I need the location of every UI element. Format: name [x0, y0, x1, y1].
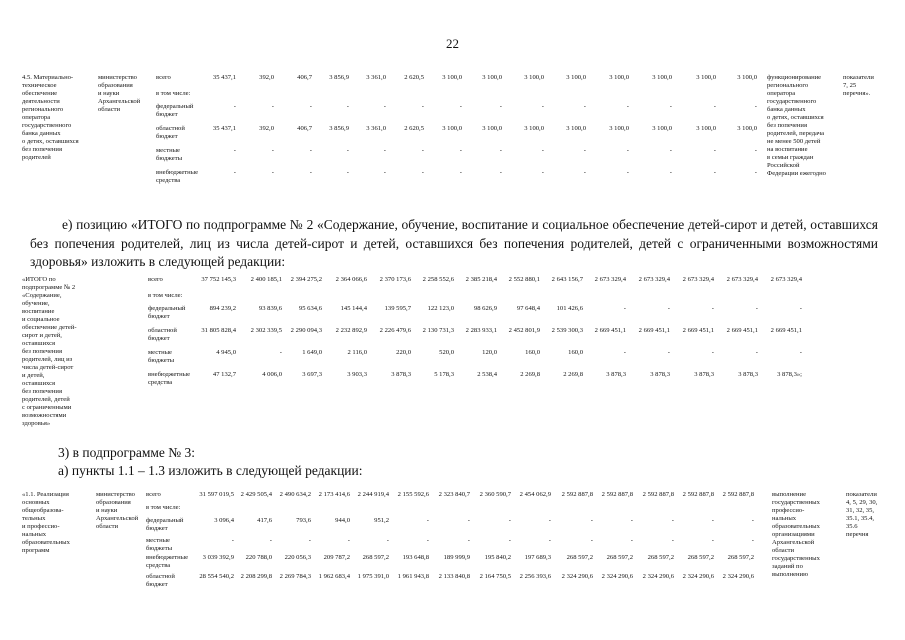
amount-cell: 392,0	[259, 125, 274, 132]
amount-cell: 2 130 731,3	[422, 327, 454, 334]
amount-cell: 520,0	[439, 349, 454, 356]
amount-cell: -	[799, 349, 802, 356]
amount-cell: -	[386, 537, 389, 544]
amount-cell: 28 554 540,2	[199, 573, 234, 580]
amount-cell: 2 592 887,8	[722, 491, 754, 498]
amount-cell: 160,0	[525, 349, 540, 356]
funding-source-label: федеральный бюджет	[148, 305, 186, 320]
amount-cell: -	[459, 169, 462, 176]
funding-source-label: областной бюджет	[156, 125, 185, 140]
amount-cell: 2 643 156,7	[551, 276, 583, 283]
amount-cell: 2 208 299,8	[240, 573, 272, 580]
amount-cell: 189 999,9	[443, 554, 470, 561]
amount-cell: 3 100,0	[524, 74, 544, 81]
amount-cell: 3 100,0	[442, 74, 462, 81]
amount-cell: -	[346, 147, 349, 154]
amount-cell: 31 597 019,5	[199, 491, 234, 498]
amount-cell: 2 538,4	[477, 371, 497, 378]
amount-cell: 268 597,2	[647, 554, 674, 561]
amount-cell: -	[308, 537, 311, 544]
amount-cell: 1 961 943,8	[397, 573, 429, 580]
amount-cell: -	[583, 147, 586, 154]
amount-cell: -	[271, 169, 274, 176]
amount-cell: -	[630, 517, 633, 524]
amount-cell: 3 361,0	[366, 74, 386, 81]
amount-cell: 98 626,9	[473, 305, 497, 312]
amount-cell: 894 239,2	[209, 305, 236, 312]
amount-cell: 2 552 880,1	[508, 276, 540, 283]
amount-cell: 35 437,1	[212, 125, 236, 132]
amount-cell: 2 669 451,1	[594, 327, 626, 334]
amount-cell: 2 669 451,1	[682, 327, 714, 334]
position-description: 4.5. Материально- техническое обеспечение деятельности регионального оператора государственного банка данных о детях, оставшихся без попечения родителей	[22, 74, 79, 161]
amount-cell: 2 283 933,1	[465, 327, 497, 334]
amount-cell: 268 597,2	[727, 554, 754, 561]
amount-cell: 793,6	[296, 517, 311, 524]
amount-cell: 268 597,2	[606, 554, 633, 561]
amount-cell: -	[590, 517, 593, 524]
amount-cell: -	[667, 349, 670, 356]
funding-source-label: местные бюджеты	[156, 147, 183, 162]
amount-cell: 3 903,3	[347, 371, 367, 378]
amount-cell: 93 839,6	[258, 305, 282, 312]
executor: министерство образования и науки Архангельской области	[98, 74, 141, 113]
amount-cell: -	[309, 103, 312, 110]
amount-cell: 3 100,0	[482, 74, 502, 81]
amount-cell: 2 592 887,8	[561, 491, 593, 498]
amount-cell: 1 649,0	[302, 349, 322, 356]
amount-cell: -	[383, 103, 386, 110]
amount-cell: 3 100,0	[524, 125, 544, 132]
amount-cell: -	[279, 349, 282, 356]
amount-cell: 2 232 892,9	[335, 327, 367, 334]
amount-cell: -	[426, 517, 429, 524]
funding-source-label: областной бюджет	[146, 573, 175, 588]
amount-cell: 197 689,3	[524, 554, 551, 561]
amount-cell: 2 490 634,2	[279, 491, 311, 498]
amount-cell: -	[583, 169, 586, 176]
amount-cell: 193 648,8	[402, 554, 429, 561]
amount-cell: 2 452 801,9	[508, 327, 540, 334]
amount-cell: 2 673 329,4	[638, 276, 670, 283]
funding-source-label: областной бюджет	[148, 327, 177, 342]
funding-source-label: всего	[148, 276, 163, 283]
amount-cell: 3 697,3	[302, 371, 322, 378]
amount-cell: 3 039 392,9	[202, 554, 234, 561]
amount-cell: -	[467, 537, 470, 544]
amount-cell: 2 669 451,1	[726, 327, 758, 334]
amount-cell: -	[541, 103, 544, 110]
amount-cell: 406,7	[297, 74, 312, 81]
amount-cell: 2 620,5	[404, 125, 424, 132]
funding-source-label: всего	[156, 74, 171, 81]
amount-cell: 195 840,2	[484, 554, 511, 561]
amount-cell: 2 592 887,8	[642, 491, 674, 498]
page-number: 22	[446, 36, 459, 51]
indicators-ref: показатели 7, 25 перечня».	[843, 74, 874, 97]
amount-cell: -	[459, 103, 462, 110]
amount-cell: 2 429 505,4	[240, 491, 272, 498]
amount-cell: -	[754, 103, 757, 110]
amount-cell: 2 673 329,4	[682, 276, 714, 283]
amount-cell: 35 437,1	[212, 74, 236, 81]
amount-cell: 2 394 275,2	[290, 276, 322, 283]
executor: министерство образования и науки Архангельской области	[96, 491, 139, 530]
amount-cell: 3 878,3	[694, 371, 714, 378]
position-description: «ИТОГО по подпрограмме № 2 «Содержание, обучение, воспитание и социальное обеспечение детей- сирот и детей, оставшихся без попечения родителей, лиц из числа детей-сирот и детей, оставшихся без попечения родителей, детей с ограниченными возможностями здоровья»	[22, 276, 77, 427]
amount-cell: 2 324 290,6	[722, 573, 754, 580]
amount-cell: 220 056,3	[284, 554, 311, 561]
amount-cell: 1 962 683,4	[318, 573, 350, 580]
amount-cell: -	[309, 147, 312, 154]
amount-cell: -	[231, 537, 234, 544]
funding-source-label: местные бюджеты	[148, 349, 175, 364]
amount-cell: -	[754, 169, 757, 176]
amount-cell: -	[421, 147, 424, 154]
amount-cell: -	[467, 517, 470, 524]
item-a-heading: а) пункты 1.1 – 1.3 изложить в следующей редакции:	[58, 463, 363, 478]
amount-cell: -	[499, 169, 502, 176]
amount-cell: 3 856,9	[329, 74, 349, 81]
amount-cell: -	[590, 537, 593, 544]
amount-cell: 47 132,7	[212, 371, 236, 378]
funding-source-label: в том числе:	[146, 504, 181, 511]
amount-cell: 3 100,0	[696, 125, 716, 132]
funding-source-label: федеральный бюджет	[146, 517, 184, 532]
amount-cell: -	[711, 305, 714, 312]
amount-cell: 2 258 552,6	[422, 276, 454, 283]
amount-cell: 2 592 887,8	[682, 491, 714, 498]
amount-cell: 2 324 290,6	[642, 573, 674, 580]
amount-cell: -	[669, 103, 672, 110]
amount-cell: -	[383, 169, 386, 176]
amount-cell: -	[671, 517, 674, 524]
amount-cell: -	[233, 169, 236, 176]
amount-cell: 3 100,0	[566, 125, 586, 132]
amount-cell: 3 856,9	[329, 125, 349, 132]
amount-cell: 2 385 218,4	[465, 276, 497, 283]
amount-cell: 139 595,7	[384, 305, 411, 312]
amount-cell: -	[626, 103, 629, 110]
amount-cell: -	[667, 305, 670, 312]
amount-cell: 209 787,2	[323, 554, 350, 561]
amount-cell: 2 324 290,6	[682, 573, 714, 580]
amount-cell: -	[233, 103, 236, 110]
amount-cell: -	[623, 305, 626, 312]
amount-cell: -	[711, 349, 714, 356]
amount-cell: 4 945,0	[216, 349, 236, 356]
amount-cell: -	[508, 537, 511, 544]
amount-cell: 2 454 062,9	[519, 491, 551, 498]
amount-cell: -	[541, 147, 544, 154]
funding-source-label: всего	[146, 491, 161, 498]
amount-cell: -	[421, 103, 424, 110]
amount-cell: 2 673 329,4	[770, 276, 802, 283]
amount-cell: 2 164 750,5	[479, 573, 511, 580]
amount-cell: 2 269 784,3	[279, 573, 311, 580]
amount-cell: 4 006,0	[262, 371, 282, 378]
amount-cell: 5 178,3	[434, 371, 454, 378]
amount-cell: 2 669 451,1	[770, 327, 802, 334]
amount-cell: -	[269, 537, 272, 544]
amount-cell: 3 100,0	[482, 125, 502, 132]
amount-cell: 220 788,0	[245, 554, 272, 561]
amount-cell: -	[630, 537, 633, 544]
amount-cell: -	[626, 147, 629, 154]
amount-cell: 3 100,0	[652, 125, 672, 132]
amount-cell: 417,6	[257, 517, 272, 524]
amount-cell: 951,2	[374, 517, 389, 524]
amount-cell: 31 805 828,4	[201, 327, 236, 334]
amount-cell: 3 100,0	[566, 74, 586, 81]
amount-cell: 2 116,0	[347, 349, 367, 356]
amount-cell: -	[669, 147, 672, 154]
amount-cell: -	[548, 517, 551, 524]
expected-result: функционирование регионального оператора государственного банка данных о детях, оставшихся без попечения родителей, передача не менее 500 детей на воспитание в семьи граждан Российской Федерации ежегодно	[767, 74, 826, 177]
amount-cell: -	[508, 517, 511, 524]
amount-cell: -	[713, 147, 716, 154]
amount-cell: -	[711, 537, 714, 544]
amount-cell: -	[346, 169, 349, 176]
amount-cell: 3 100,0	[609, 125, 629, 132]
amount-cell: -	[271, 147, 274, 154]
amount-cell: 2 244 919,4	[357, 491, 389, 498]
amount-cell: -	[755, 349, 758, 356]
amount-cell: 392,0	[259, 74, 274, 81]
amount-cell: -	[751, 537, 754, 544]
amount-cell: 2 400 185,1	[250, 276, 282, 283]
amount-cell: 268 597,2	[362, 554, 389, 561]
expected-result: выполнение государственных профессио- нальных образовательных организациями Архангельской области государственных заданий по выполнению	[772, 491, 820, 578]
amount-cell: -	[383, 147, 386, 154]
amount-cell: 37 752 145,3	[201, 276, 236, 283]
amount-cell: 3 361,0	[366, 125, 386, 132]
item-3-heading: 3) в подпрограмме № 3:	[58, 445, 196, 460]
amount-cell: 220,0	[396, 349, 411, 356]
amount-cell: -	[548, 537, 551, 544]
amount-cell: -	[421, 169, 424, 176]
amount-cell: 2 226 479,6	[379, 327, 411, 334]
funding-source-label: внебюджетные средства	[156, 169, 199, 184]
amount-cell: -	[347, 537, 350, 544]
funding-source-label: в том числе:	[148, 292, 183, 299]
amount-cell: 406,7	[297, 125, 312, 132]
amount-cell: 3 100,0	[737, 125, 757, 132]
amount-cell: 160,0	[568, 349, 583, 356]
amount-cell: 3 100,0	[442, 125, 462, 132]
amount-cell: 3 100,0	[737, 74, 757, 81]
amount-cell: 3 096,4	[214, 517, 234, 524]
amount-cell: -	[751, 517, 754, 524]
amount-cell: 2 620,5	[404, 74, 424, 81]
paragraph-e: е) позицию «ИТОГО по подпрограмме № 2 «Содержание, обучение, воспитание и социальное обеспечение детей-сирот и детей, оставшихся без попечения родителей, лиц из числа детей-сирот и детей, оставшихся без попечения родителей, детей с ограниченными возможностями здоровья» изложить в следующей редакции:	[30, 217, 878, 269]
amount-cell: 2 592 887,8	[601, 491, 633, 498]
funding-source-label: в том числе:	[156, 90, 191, 97]
amount-cell: -	[623, 349, 626, 356]
funding-source-label: внебюджетные средства	[148, 371, 191, 386]
amount-cell: -	[669, 169, 672, 176]
funding-source-label: федеральный бюджет	[156, 103, 194, 118]
amount-cell: -	[583, 103, 586, 110]
amount-cell: -	[671, 537, 674, 544]
position-description: «1.1. Реализация основных общеобразова- тельных и профессио- нальных образовательных программ	[22, 491, 70, 554]
amount-cell: 3 878,3	[738, 371, 758, 378]
amount-cell: 2 269,8	[563, 371, 583, 378]
amount-cell: -	[755, 305, 758, 312]
amount-cell: 2 370 173,6	[379, 276, 411, 283]
amount-cell: 3 100,0	[696, 74, 716, 81]
amount-cell: 1 975 391,0	[357, 573, 389, 580]
amount-cell: 2 256 393,6	[519, 573, 551, 580]
amount-cell: 3 878,3	[650, 371, 670, 378]
amount-cell: 3 100,0	[652, 74, 672, 81]
amount-cell: -	[713, 103, 716, 110]
funding-source-label: местные бюджеты	[146, 537, 173, 552]
amount-cell: 101 426,6	[556, 305, 583, 312]
funding-source-label: внебюджетные средства	[146, 554, 189, 569]
amount-cell: 3 878,3»;	[777, 371, 802, 378]
amount-cell: -	[426, 537, 429, 544]
amount-cell: 268 597,2	[566, 554, 593, 561]
amount-cell: -	[309, 169, 312, 176]
amount-cell: -	[499, 103, 502, 110]
amount-cell: -	[233, 147, 236, 154]
amount-cell: -	[754, 147, 757, 154]
amount-cell: 120,0	[482, 349, 497, 356]
amount-cell: 122 123,0	[427, 305, 454, 312]
amount-cell: 2 539 300,3	[551, 327, 583, 334]
amount-cell: -	[346, 103, 349, 110]
amount-cell: -	[626, 169, 629, 176]
amount-cell: 3 878,3	[391, 371, 411, 378]
amount-cell: 2 290 094,3	[290, 327, 322, 334]
amount-cell: -	[799, 305, 802, 312]
amount-cell: 145 144,4	[340, 305, 367, 312]
amount-cell: -	[271, 103, 274, 110]
amount-cell: -	[711, 517, 714, 524]
amount-cell: 2 133 840,8	[438, 573, 470, 580]
amount-cell: 95 634,6	[298, 305, 322, 312]
amount-cell: 944,0	[335, 517, 350, 524]
amount-cell: 2 302 339,5	[250, 327, 282, 334]
amount-cell: -	[499, 147, 502, 154]
amount-cell: 268 597,2	[687, 554, 714, 561]
amount-cell: 2 173 414,6	[318, 491, 350, 498]
amount-cell: -	[459, 147, 462, 154]
amount-cell: 2 269,8	[520, 371, 540, 378]
amount-cell: 2 364 066,6	[335, 276, 367, 283]
amount-cell: 2 155 592,6	[397, 491, 429, 498]
amount-cell: 2 324 290,6	[561, 573, 593, 580]
amount-cell: 2 323 840,7	[438, 491, 470, 498]
amount-cell: 2 360 590,7	[479, 491, 511, 498]
amount-cell: 97 648,4	[516, 305, 540, 312]
amount-cell: 2 673 329,4	[726, 276, 758, 283]
amount-cell: 3 878,3	[606, 371, 626, 378]
amount-cell: 2 324 290,6	[601, 573, 633, 580]
indicators-ref: показатели 4, 5, 29, 30, 31, 32, 35, 35.1, 35.4, 35.6 перечня	[846, 491, 878, 538]
amount-cell: 3 100,0	[609, 74, 629, 81]
amount-cell: -	[713, 169, 716, 176]
amount-cell: 2 673 329,4	[594, 276, 626, 283]
amount-cell: -	[541, 169, 544, 176]
amount-cell: 2 669 451,1	[638, 327, 670, 334]
